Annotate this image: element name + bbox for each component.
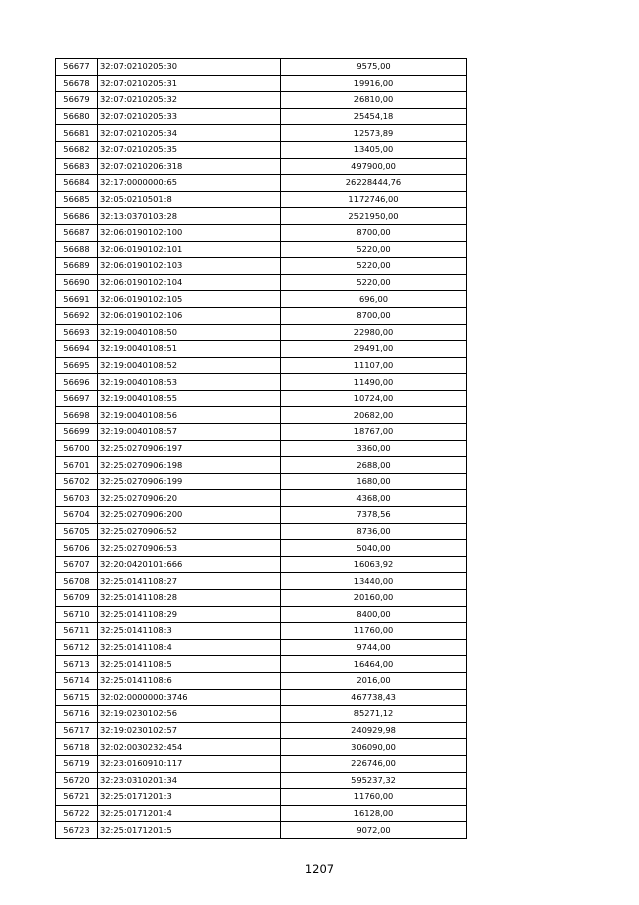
cadastral-value-cell: 11490,00 — [281, 374, 467, 391]
cadastral-value-cell: 26228444,76 — [281, 175, 467, 192]
cadastral-number-cell: 32:19:0040108:50 — [98, 324, 281, 341]
row-number-cell: 56709 — [56, 590, 98, 607]
table-row — [56, 307, 467, 324]
table-row — [56, 755, 467, 772]
cadastral-value-cell: 20682,00 — [281, 407, 467, 424]
cadastral-value-cell: 16128,00 — [281, 805, 467, 822]
table-row — [56, 59, 467, 76]
cadastral-value-cell: 467738,43 — [281, 689, 467, 706]
row-number-cell: 56683 — [56, 158, 98, 175]
cadastral-value-cell: 9575,00 — [281, 59, 467, 76]
cadastral-number-cell: 32:25:0141108:29 — [98, 606, 281, 623]
row-number-cell: 56694 — [56, 341, 98, 358]
cadastral-value-cell: 22980,00 — [281, 324, 467, 341]
cadastral-value-cell: 1680,00 — [281, 473, 467, 490]
cadastral-number-cell: 32:25:0270906:198 — [98, 457, 281, 474]
table-row — [56, 772, 467, 789]
row-number-cell: 56717 — [56, 722, 98, 739]
cadastral-value-cell: 11760,00 — [281, 789, 467, 806]
table-row — [56, 357, 467, 374]
table-row — [56, 390, 467, 407]
table-row — [56, 507, 467, 524]
cadastral-number-cell: 32:19:0040108:53 — [98, 374, 281, 391]
row-number-cell: 56688 — [56, 241, 98, 258]
table-row — [56, 490, 467, 507]
cadastral-number-cell: 32:06:0190102:104 — [98, 274, 281, 291]
table-row — [56, 75, 467, 92]
cadastral-value-cell: 25454,18 — [281, 108, 467, 125]
row-number-cell: 56708 — [56, 573, 98, 590]
row-number-cell: 56721 — [56, 789, 98, 806]
cadastral-number-cell: 32:25:0270906:52 — [98, 523, 281, 540]
row-number-cell: 56719 — [56, 755, 98, 772]
cadastral-number-cell: 32:25:0270906:199 — [98, 473, 281, 490]
cadastral-number-cell: 32:07:0210205:33 — [98, 108, 281, 125]
table-row — [56, 92, 467, 109]
table-row — [56, 639, 467, 656]
cadastral-value-cell: 26810,00 — [281, 92, 467, 109]
table-row — [56, 590, 467, 607]
row-number-cell: 56690 — [56, 274, 98, 291]
cadastral-value-cell: 7378,56 — [281, 507, 467, 524]
cadastral-value-cell: 10724,00 — [281, 390, 467, 407]
cadastral-number-cell: 32:06:0190102:103 — [98, 258, 281, 275]
cadastral-number-cell: 32:07:0210205:32 — [98, 92, 281, 109]
cadastral-number-cell: 32:05:0210501:8 — [98, 191, 281, 208]
page-number: 1207 — [304, 862, 335, 876]
table-row — [56, 606, 467, 623]
cadastral-number-cell: 32:23:0160910:117 — [98, 755, 281, 772]
table-row — [56, 689, 467, 706]
row-number-cell: 56686 — [56, 208, 98, 225]
table-row — [56, 739, 467, 756]
cadastral-value-cell: 13440,00 — [281, 573, 467, 590]
row-number-cell: 56703 — [56, 490, 98, 507]
row-number-cell: 56679 — [56, 92, 98, 109]
table-row — [56, 822, 467, 839]
table-row — [56, 656, 467, 673]
row-number-cell: 56682 — [56, 141, 98, 158]
cadastral-value-cell: 8700,00 — [281, 224, 467, 241]
cadastral-value-cell: 9744,00 — [281, 639, 467, 656]
table-row — [56, 341, 467, 358]
row-number-cell: 56689 — [56, 258, 98, 275]
cadastral-number-cell: 32:17:0000000:65 — [98, 175, 281, 192]
row-number-cell: 56720 — [56, 772, 98, 789]
row-number-cell: 56711 — [56, 623, 98, 640]
cadastral-value-cell: 5220,00 — [281, 258, 467, 275]
row-number-cell: 56684 — [56, 175, 98, 192]
cadastral-value-cell: 3360,00 — [281, 440, 467, 457]
cadastral-value-cell: 16464,00 — [281, 656, 467, 673]
table-row — [56, 241, 467, 258]
cadastral-number-cell: 32:25:0270906:200 — [98, 507, 281, 524]
cadastral-value-cell: 306090,00 — [281, 739, 467, 756]
row-number-cell: 56702 — [56, 473, 98, 490]
row-number-cell: 56706 — [56, 540, 98, 557]
table-row — [56, 473, 467, 490]
cadastral-value-cell: 29491,00 — [281, 341, 467, 358]
table-row — [56, 440, 467, 457]
row-number-cell: 56695 — [56, 357, 98, 374]
row-number-cell: 56691 — [56, 291, 98, 308]
cadastral-value-cell: 2688,00 — [281, 457, 467, 474]
table-row — [56, 457, 467, 474]
table-row — [56, 291, 467, 308]
cadastral-number-cell: 32:25:0141108:6 — [98, 672, 281, 689]
cadastral-value-cell: 1172746,00 — [281, 191, 467, 208]
cadastral-number-cell: 32:07:0210205:34 — [98, 125, 281, 142]
cadastral-number-cell: 32:07:0210205:35 — [98, 141, 281, 158]
cadastral-number-cell: 32:20:0420101:666 — [98, 556, 281, 573]
cadastral-number-cell: 32:19:0230102:56 — [98, 706, 281, 723]
row-number-cell: 56697 — [56, 390, 98, 407]
cadastral-value-cell: 8736,00 — [281, 523, 467, 540]
cadastral-number-cell: 32:25:0141108:3 — [98, 623, 281, 640]
row-number-cell: 56687 — [56, 224, 98, 241]
row-number-cell: 56699 — [56, 424, 98, 441]
cadastral-value-cell: 696,00 — [281, 291, 467, 308]
cadastral-value-cell: 2016,00 — [281, 672, 467, 689]
table-row — [56, 324, 467, 341]
cadastral-number-cell: 32:07:0210206:318 — [98, 158, 281, 175]
cadastral-number-cell: 32:25:0171201:5 — [98, 822, 281, 839]
cadastral-number-cell: 32:06:0190102:105 — [98, 291, 281, 308]
table-row — [56, 672, 467, 689]
table-row — [56, 108, 467, 125]
cadastral-number-cell: 32:07:0210205:31 — [98, 75, 281, 92]
table-body — [56, 59, 467, 839]
row-number-cell: 56692 — [56, 307, 98, 324]
cadastral-value-cell: 5220,00 — [281, 241, 467, 258]
cadastral-number-cell: 32:19:0040108:55 — [98, 390, 281, 407]
cadastral-number-cell: 32:25:0171201:3 — [98, 789, 281, 806]
cadastral-value-cell: 5040,00 — [281, 540, 467, 557]
cadastral-number-cell: 32:25:0171201:4 — [98, 805, 281, 822]
cadastral-value-cell: 18767,00 — [281, 424, 467, 441]
cadastral-number-cell: 32:13:0370103:28 — [98, 208, 281, 225]
cadastral-value-cell: 12573,89 — [281, 125, 467, 142]
row-number-cell: 56700 — [56, 440, 98, 457]
table-row — [56, 158, 467, 175]
table-row — [56, 706, 467, 723]
cadastral-number-cell: 32:25:0141108:4 — [98, 639, 281, 656]
cadastral-number-cell: 32:23:0310201:34 — [98, 772, 281, 789]
table-row — [56, 141, 467, 158]
cadastral-number-cell: 32:25:0141108:27 — [98, 573, 281, 590]
table-row — [56, 191, 467, 208]
row-number-cell: 56718 — [56, 739, 98, 756]
cadastral-value-cell: 8400,00 — [281, 606, 467, 623]
table-row — [56, 573, 467, 590]
table-row — [56, 722, 467, 739]
cadastral-value-cell: 9072,00 — [281, 822, 467, 839]
row-number-cell: 56722 — [56, 805, 98, 822]
row-number-cell: 56693 — [56, 324, 98, 341]
cadastral-number-cell: 32:19:0040108:56 — [98, 407, 281, 424]
cadastral-value-cell: 16063,92 — [281, 556, 467, 573]
cadastral-number-cell: 32:19:0230102:57 — [98, 722, 281, 739]
table-row — [56, 274, 467, 291]
cadastral-number-cell: 32:06:0190102:106 — [98, 307, 281, 324]
cadastral-value-cell: 20160,00 — [281, 590, 467, 607]
cadastral-number-cell: 32:19:0040108:57 — [98, 424, 281, 441]
cadastral-number-cell: 32:25:0270906:197 — [98, 440, 281, 457]
table-row — [56, 523, 467, 540]
cadastral-value-cell: 2521950,00 — [281, 208, 467, 225]
row-number-cell: 56677 — [56, 59, 98, 76]
row-number-cell: 56723 — [56, 822, 98, 839]
row-number-cell: 56707 — [56, 556, 98, 573]
table-row — [56, 374, 467, 391]
table-row — [56, 224, 467, 241]
row-number-cell: 56681 — [56, 125, 98, 142]
row-number-cell: 56696 — [56, 374, 98, 391]
cadastral-value-cell: 497900,00 — [281, 158, 467, 175]
cadastral-number-cell: 32:06:0190102:100 — [98, 224, 281, 241]
cadastral-number-cell: 32:06:0190102:101 — [98, 241, 281, 258]
table-row — [56, 623, 467, 640]
cadastral-value-cell: 5220,00 — [281, 274, 467, 291]
row-number-cell: 56701 — [56, 457, 98, 474]
table-row — [56, 208, 467, 225]
cadastral-value-cell: 8700,00 — [281, 307, 467, 324]
table-row — [56, 540, 467, 557]
row-number-cell: 56714 — [56, 672, 98, 689]
cadastral-value-cell: 595237,32 — [281, 772, 467, 789]
cadastral-number-cell: 32:19:0040108:51 — [98, 341, 281, 358]
table-row — [56, 424, 467, 441]
cadastral-value-table — [55, 58, 467, 839]
cadastral-value-cell: 11107,00 — [281, 357, 467, 374]
row-number-cell: 56685 — [56, 191, 98, 208]
row-number-cell: 56698 — [56, 407, 98, 424]
cadastral-number-cell: 32:25:0141108:5 — [98, 656, 281, 673]
cadastral-number-cell: 32:02:0000000:3746 — [98, 689, 281, 706]
table-row — [56, 125, 467, 142]
cadastral-number-cell: 32:02:0030232:454 — [98, 739, 281, 756]
cadastral-value-cell: 85271,12 — [281, 706, 467, 723]
table-row — [56, 789, 467, 806]
cadastral-value-cell: 11760,00 — [281, 623, 467, 640]
row-number-cell: 56712 — [56, 639, 98, 656]
row-number-cell: 56705 — [56, 523, 98, 540]
cadastral-number-cell: 32:07:0210205:30 — [98, 59, 281, 76]
table-row — [56, 258, 467, 275]
row-number-cell: 56713 — [56, 656, 98, 673]
cadastral-value-cell: 19916,00 — [281, 75, 467, 92]
cadastral-number-cell: 32:25:0270906:20 — [98, 490, 281, 507]
row-number-cell: 56710 — [56, 606, 98, 623]
table-row — [56, 805, 467, 822]
cadastral-value-cell: 226746,00 — [281, 755, 467, 772]
row-number-cell: 56678 — [56, 75, 98, 92]
cadastral-value-cell: 4368,00 — [281, 490, 467, 507]
cadastral-number-cell: 32:25:0270906:53 — [98, 540, 281, 557]
cadastral-value-cell: 13405,00 — [281, 141, 467, 158]
row-number-cell: 56704 — [56, 507, 98, 524]
cadastral-value-cell: 240929,98 — [281, 722, 467, 739]
row-number-cell: 56716 — [56, 706, 98, 723]
table-row — [56, 556, 467, 573]
row-number-cell: 56680 — [56, 108, 98, 125]
row-number-cell: 56715 — [56, 689, 98, 706]
table-row — [56, 175, 467, 192]
cadastral-number-cell: 32:25:0141108:28 — [98, 590, 281, 607]
table-row — [56, 407, 467, 424]
cadastral-number-cell: 32:19:0040108:52 — [98, 357, 281, 374]
